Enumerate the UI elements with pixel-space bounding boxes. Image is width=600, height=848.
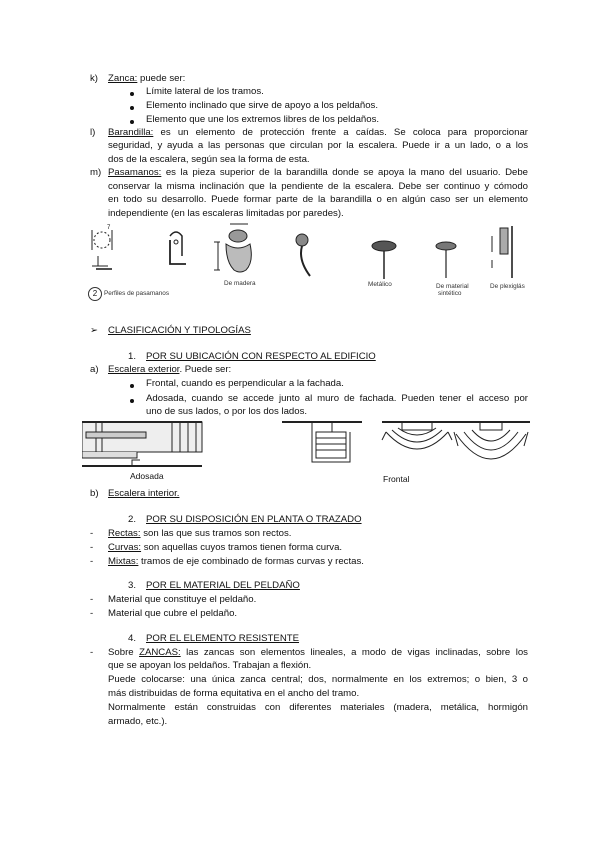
handrail-profile-plexiglass	[492, 226, 512, 278]
label-synthetic-1: De material	[436, 283, 469, 290]
item-a-heading: Escalera exterior. Puede ser:	[108, 364, 232, 375]
figure-number-badge: 2	[88, 287, 102, 301]
item-a-term: Escalera exterior	[108, 364, 180, 375]
handrail-profile-2	[170, 232, 186, 264]
item-b-marker: b)	[90, 488, 99, 499]
item-l-marker: l)	[90, 127, 96, 138]
bullet-marker	[130, 88, 134, 99]
item-k-heading	[108, 73, 185, 84]
label-wood: De madera	[224, 280, 256, 287]
label-plexiglass: De plexiglás	[490, 283, 525, 290]
h2-item-curvas: Curvas: son aquellas cuyos tramos tienen forma curva.	[108, 542, 343, 553]
item-m-line-4: independiente (en las escaleras limitadas por paredes).	[108, 208, 344, 219]
h3-number: 3.	[128, 580, 137, 591]
bullet-marker	[130, 380, 134, 391]
h4-para-line-1: Sobre ZANCAS: las zancas son elementos lineales, a modo de vigas inclinadas, sobre los	[108, 647, 528, 658]
section-title: CLASIFICACIÓN Y TIPOLOGÍAS	[108, 325, 251, 336]
zancas-term: ZANCAS:	[139, 647, 181, 658]
frontal-stair-drawing-3	[452, 422, 530, 459]
handrail-profile-4	[296, 234, 310, 276]
item-m-line-3: en todo su desarrollo. Puede formar parte de la barandilla o en algún caso ser un elemento	[108, 194, 528, 205]
frontal-label: Frontal	[383, 474, 410, 484]
section-arrow-icon: ➢	[90, 325, 99, 336]
frontal-stair-drawing-2	[382, 422, 452, 449]
h4-title: POR EL ELEMENTO RESISTENTE	[146, 633, 300, 644]
label-synthetic-2: sintético	[438, 290, 462, 297]
h4-para-line-5: Normalmente están construidas con diferentes materiales (madera, metálica, hormigón	[108, 702, 528, 713]
bullet-marker	[130, 116, 134, 127]
h2-item-mixtas: Mixtas: tramos de eje combinado de formas curvas y rectas.	[108, 556, 364, 567]
h2-number: 2.	[128, 514, 137, 525]
bullet-marker	[130, 395, 134, 406]
a-bullet-1: Frontal, cuando es perpendicular a la fachada.	[146, 378, 344, 389]
h4-para-line-6: armado, etc.).	[108, 716, 168, 727]
item-a-marker: a)	[90, 364, 99, 375]
item-l-line-2: seguridad, y ayuda a las personas que circulan por la escalera. Puede ir a un lado, o a los	[108, 140, 528, 151]
bullet-marker	[130, 102, 134, 113]
label-metal: Metálico	[368, 281, 392, 288]
dimension-label: 7	[107, 225, 111, 231]
item-m-term: Pasamanos:	[108, 167, 162, 178]
h2-item-rectas: Rectas: son las que sus tramos son rectos.	[108, 528, 292, 539]
item-k-marker: k)	[90, 73, 98, 84]
k-bullet-2: Elemento inclinado que sirve de apoyo a los peldaños.	[146, 100, 379, 111]
h2-title: POR SU DISPOSICIÓN EN PLANTA O TRAZADO	[146, 514, 362, 525]
k-bullet-3: Elemento que une los extremos libres de los peldaños.	[146, 114, 380, 125]
figure-caption: Perfiles de pasamanos	[104, 290, 170, 297]
a-bullet-2-cont: uno de sus lados, o por los dos lados.	[146, 406, 308, 417]
h3-title: POR EL MATERIAL DEL PELDAÑO	[146, 580, 300, 591]
a-bullet-2: Adosada, cuando se accede junto al muro de fachada. Pueden tener el acceso por	[146, 393, 528, 404]
h4-para-line-2: que se apoyan los peldaños. Trabajan a flexión.	[108, 660, 312, 671]
item-m-line-1: Pasamanos: es la pieza superior de la barandilla donde se apoya la mano del usuario. Debe	[108, 167, 528, 178]
h3-item-2: Material que cubre el peldaño.	[108, 608, 238, 619]
dash-marker: -	[90, 542, 94, 553]
dash-marker: -	[90, 647, 94, 658]
dash-marker: -	[90, 594, 94, 605]
item-l-term: Barandilla:	[108, 127, 154, 138]
dash-marker: -	[90, 608, 94, 619]
h4-number: 4.	[128, 633, 137, 644]
item-k-intro: puede ser:	[137, 73, 186, 84]
item-l-line-3: dos de la escalera, según sea la forma de esta.	[108, 154, 310, 165]
dash-marker: -	[90, 556, 94, 567]
item-l-line-1: Barandilla: es un elemento de protección frente a caídas. Se coloca para proporcionar	[108, 127, 528, 138]
k-bullet-1: Límite lateral de los tramos.	[146, 86, 264, 97]
frontal-stair-drawing-1	[282, 422, 362, 462]
h1-number: 1.	[128, 351, 137, 362]
h4-para-line-3: Puede colocarse: una única zanca central; dos, normalmente en los extremos; o bien, 3 o	[108, 674, 528, 685]
handrail-profile-metal	[372, 241, 396, 279]
h4-para-line-4: más distribuidas de forma equitativa en el ancho del tramo.	[108, 688, 360, 699]
adosada-label: Adosada	[130, 471, 164, 481]
item-m-marker: m)	[90, 167, 102, 178]
h3-item-1: Material que constituye el peldaño.	[108, 594, 257, 605]
handrail-profile-wood	[214, 224, 251, 272]
item-b-term: Escalera interior.	[108, 488, 180, 499]
handrail-profile-1	[92, 230, 112, 269]
item-k-term: Zanca:	[108, 73, 138, 84]
item-m-line-2: conservar la misma inclinación que la pendiente de la escalera. Debe ser continuo y cómodo	[108, 181, 528, 192]
h1-title: POR SU UBICACIÓN CON RESPECTO AL EDIFICIO	[146, 351, 376, 362]
dash-marker: -	[90, 528, 94, 539]
adosada-stair-drawing	[82, 422, 202, 466]
handrail-profile-synthetic	[436, 242, 456, 278]
